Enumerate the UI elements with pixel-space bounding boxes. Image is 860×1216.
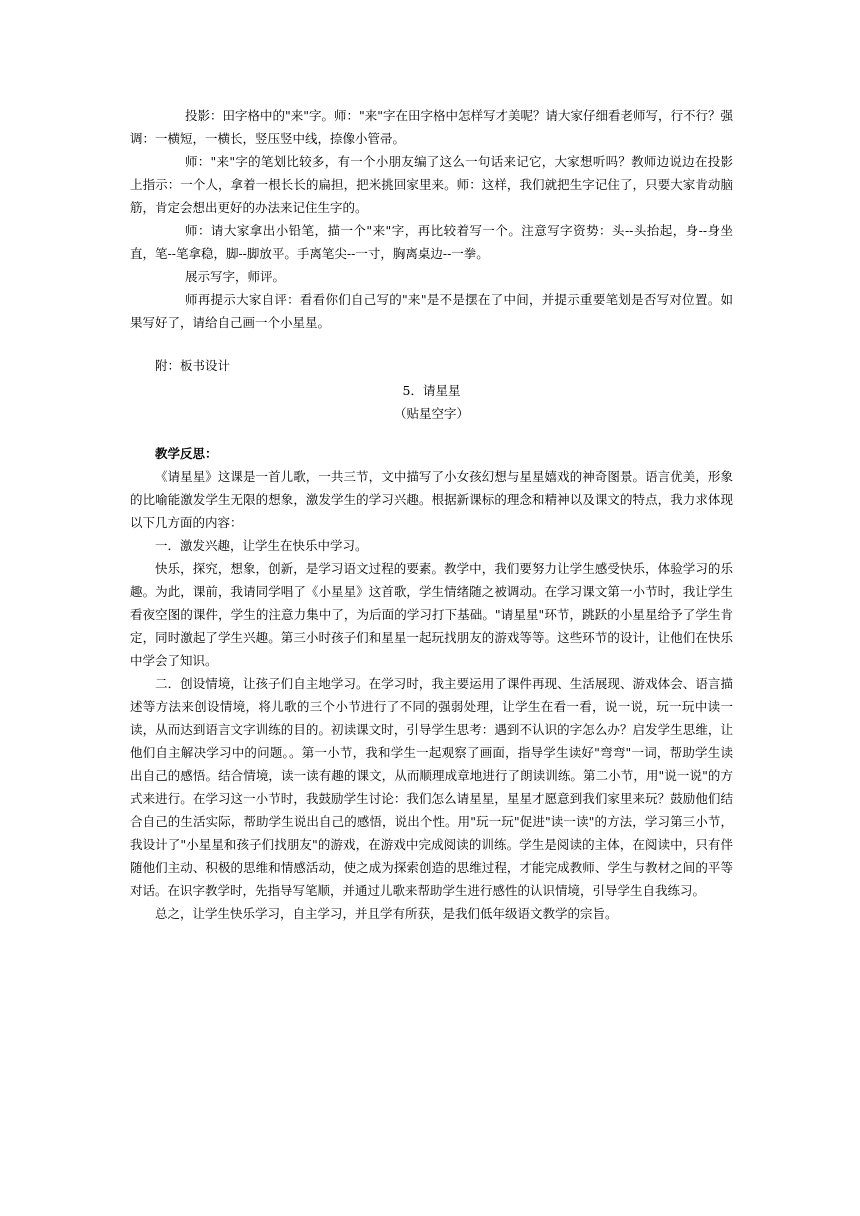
reflection-summary: 总之，让学生快乐学习，自主学习，并且学有所获，是我们低年级语文教学的宗旨。 [155, 906, 618, 921]
reflection-heading: 教学反思： [155, 446, 218, 461]
paragraph-projection: 投影：田字格中的"来"字。师："来"字在田字格中怎样写才美呢？请大家仔细看老师写，行不行？强调：一横短，一横长，竖压竖中线，捺像小管帚。 [130, 108, 733, 146]
paragraph-writing-posture: 师：请大家拿出小铅笔，描一个"来"字，再比较着写一个。注意写字资势：头--头抬起，身--身坐直，笔--笔拿稳，脚--脚放平。手离笔尖--一寸，胸离桌边--一拳。 [130, 223, 733, 261]
reflection-intro: 《请星星》这课是一首儿歌，一共三节，文中描写了小女孩幻想与星星嬉戏的神奇图景。语言优美，形象的比喻能激发学生无限的想象，激发学生的学习兴趣。根据新课标的理念和精神以及课文的特点，我力求体现以下几方面的内容： [130, 469, 733, 530]
board-title: 5．请星星 [402, 383, 461, 398]
reflection-section [130, 442, 733, 925]
reflection-point1-title: 一．激发兴趣，让学生在快乐中学习。 [155, 538, 368, 553]
lesson-end-section [130, 104, 733, 334]
reflection-point2: 二．创设情境，让孩子们自主地学习。在学习时，我主要运用了课件再现、生活展现、游戏体会、语言描述等方法来创设情境，将儿歌的三个小节进行了不同的强弱处理，让学生在看一看，说一说，玩一玩中读一读，从而达到语言文字训练的目的。初读课文时，引导学生思考：遇到不认识的字怎么办？启发学生思维，让他们自主解决学习中的问题。。第一小节，我和学生一起观察了画面，指导学生读好"弯弯"一词，帮助学生读出自己的感悟。结合情境，读一读有趣的课文，从而顺理成章地进行了朗读训练。第二小节，用"说一说"的方式来进行。在学习这一小节时，我鼓励学生讨论：我们怎么请星星，星星才愿意到我们家里来玩？鼓励他们结合自己的生活实际，帮助学生说出自己的感悟，说出个性。用"玩一玩"促进"读一读"的方法，学习第三小节，我设计了"小星星和孩子们找朋友"的游戏，在游戏中完成阅读的训练。学生是阅读的主体，在阅读中，只有伴随他们主动、积极的思维和情感活动，使之成为探索创造的思维过程，才能完成教师、学生与教材之间的平等对话。在识字教学时，先指导写笔顺，并通过儿歌来帮助学生进行感性的认识情境，引导学生自我练习。 [130, 676, 733, 898]
reflection-point1-body: 快乐，探究，想象，创新，是学习语文过程的要素。教学中，我们要努力让学生感受快乐，体验学习的乐趣。为此，课前，我请同学唱了《小星星》这首歌，学生情绪随之被调动。在学习课文第一小节时，我让学生看夜空图的课件，学生的注意力集中了，为后面的学习打下基础。"请星星"环节，跳跃的小星星给予了学生肯定，同时激起了学生兴趣。第三小时孩子们和星星一起玩找朋友的游戏等等。这些环节的设计，让他们在快乐中学会了知识。 [130, 561, 733, 668]
board-subtitle: （贴星空字） [393, 406, 469, 421]
board-design-section [130, 354, 733, 425]
paragraph-self-evaluation: 师再提示大家自评：看看你们自己写的"来"是不是摆在了中间，并提示重要笔划是否写对位置。如果写好了，请给自己画一个小星星。 [130, 292, 733, 330]
paragraph-show-writing: 展示写字，师评。 [185, 269, 286, 284]
paragraph-memory: 师："来"字的笔划比较多，有一个小朋友编了这么一句话来记它，大家想听吗？教师边说边在投影上指示：一个人，拿着一根长长的扁担，把米挑回家里来。师：这样，我们就把生字记住了，只要大家肯动脑筋，肯定会想出更好的办法来记住生字的。 [130, 154, 733, 215]
board-design-label: 附：板书设计 [155, 358, 231, 373]
